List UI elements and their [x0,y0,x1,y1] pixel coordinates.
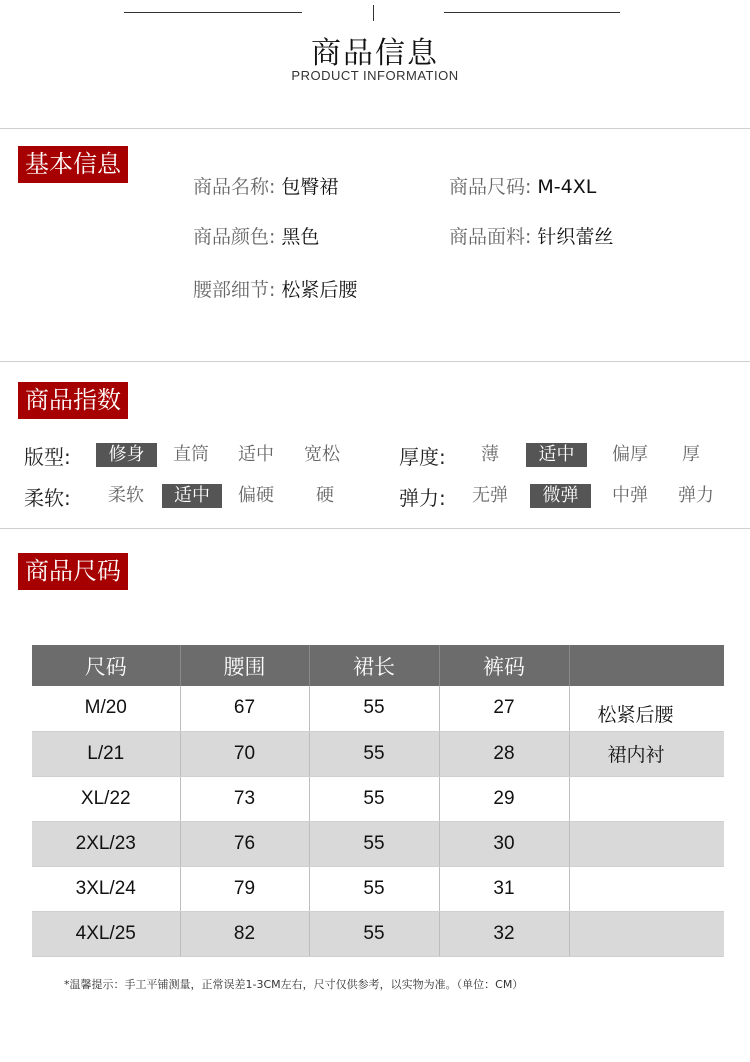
divider-1 [0,128,750,129]
page-subtitle: PRODUCT INFORMATION [291,68,459,83]
divider-2 [0,361,750,362]
info-key: 商品颜色: [193,226,276,248]
table-header-row [32,645,724,686]
table-row [32,776,724,821]
info-value: 松紧后腰 [281,279,358,301]
section-label-index: 商品指数 [18,382,128,419]
table-cell: M/20 [32,686,180,731]
table-cell: 29 [439,776,569,821]
table-row [32,731,724,776]
table-cell: 4XL/25 [32,911,180,956]
table-cell: 55 [309,866,439,911]
index-option: 适中 [238,444,274,465]
table-row [32,821,724,866]
info-item-name [193,172,338,199]
table-cell: 70 [180,731,309,776]
index-option: 适中 [162,484,222,508]
table-cell: L/21 [32,731,180,776]
info-key: 商品名称: [193,176,276,198]
index-option: 厚 [682,444,700,465]
info-item-waist [193,275,357,302]
info-value: 黑色 [281,226,320,248]
table-row [32,866,724,911]
index-key-elasticity: 弹力: [399,486,446,510]
table-header-cell: 腰围 [180,645,309,686]
table-cell [569,776,724,821]
index-option: 宽松 [304,444,340,465]
table-cell: 31 [439,866,569,911]
info-item-color [193,222,319,249]
table-header-cell: 裙长 [309,645,439,686]
table-cell: 79 [180,866,309,911]
index-option: 硬 [316,485,334,506]
info-value: 针织蕾丝 [537,226,614,248]
table-cell: 82 [180,911,309,956]
index-option: 适中 [526,443,587,467]
table-cell: 55 [309,911,439,956]
index-option: 柔软 [108,485,144,506]
info-value: M-4XL [537,176,597,198]
table-cell [569,911,724,956]
table-cell: 67 [180,686,309,731]
table-cell [569,866,724,911]
table-row [32,911,724,956]
index-option: 中弹 [612,485,648,506]
size-table [32,645,724,957]
header-line-right [444,12,620,13]
page-title: 商品信息 [311,36,439,71]
header-line-left [124,12,302,13]
index-option: 修身 [96,443,157,467]
index-option: 无弹 [472,485,508,506]
table-header-cell [569,645,724,686]
table-cell: 松紧后腰 [569,686,724,731]
info-key: 商品尺码: [449,176,532,198]
divider-3 [0,528,750,529]
index-key-softness: 柔软: [24,486,71,510]
table-cell: 55 [309,686,439,731]
size-note: *温馨提示：手工平铺测量，正常误差1-3CM左右，尺寸仅供参考，以实物为准。（单位：CM） [64,978,524,991]
table-header-cell: 裤码 [439,645,569,686]
index-option: 薄 [481,444,499,465]
table-cell: 73 [180,776,309,821]
info-value: 包臀裙 [281,176,339,198]
info-item-fabric [449,222,613,249]
table-cell: 55 [309,731,439,776]
table-cell: 3XL/24 [32,866,180,911]
section-label-basic: 基本信息 [18,146,128,183]
index-key-thickness: 厚度: [399,445,446,469]
table-cell: XL/22 [32,776,180,821]
info-key: 商品面料: [449,226,532,248]
index-key-fit: 版型: [24,445,71,469]
table-row [32,686,724,731]
index-option: 直筒 [173,444,209,465]
index-option: 弹力 [678,485,714,506]
table-cell: 裙内衬 [569,731,724,776]
index-option: 偏硬 [238,485,274,506]
table-cell [569,821,724,866]
table-cell: 32 [439,911,569,956]
table-cell: 55 [309,821,439,866]
table-cell: 28 [439,731,569,776]
header-tick [373,5,374,21]
info-key: 腰部细节: [193,279,276,301]
table-cell: 76 [180,821,309,866]
info-item-size [449,172,596,199]
table-cell: 30 [439,821,569,866]
table-cell: 2XL/23 [32,821,180,866]
table-cell: 55 [309,776,439,821]
section-label-sizes: 商品尺码 [18,553,128,590]
table-cell: 27 [439,686,569,731]
index-option: 微弹 [530,484,591,508]
index-option: 偏厚 [612,444,648,465]
table-header-cell: 尺码 [32,645,180,686]
